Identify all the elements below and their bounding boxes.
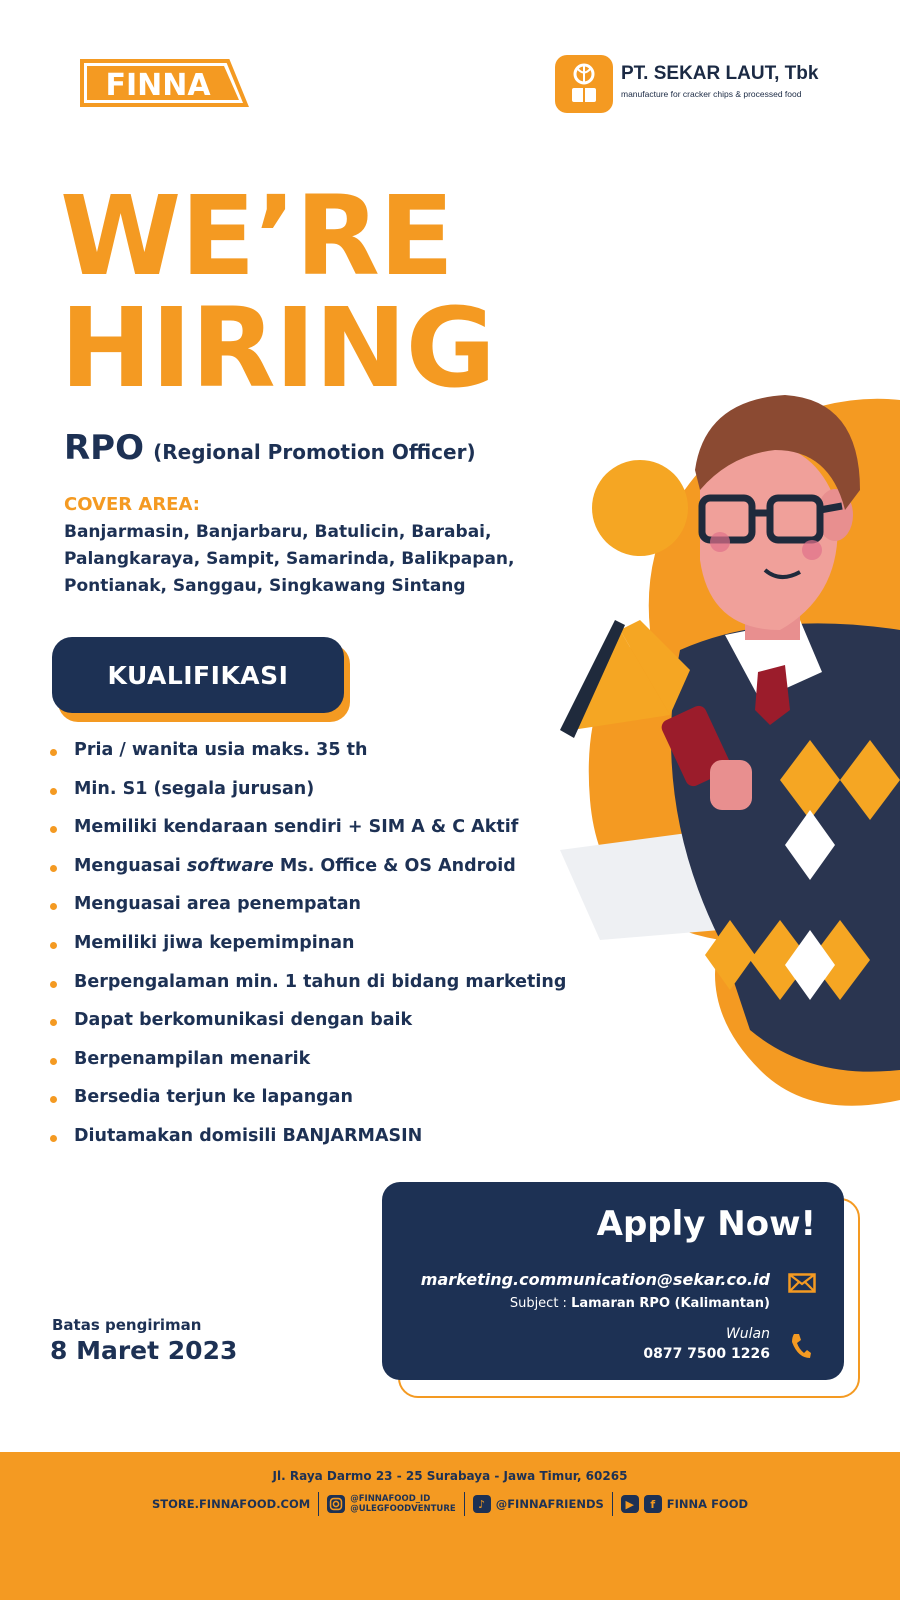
list-item: Memiliki kendaraan sendiri + SIM A & C Aktif	[50, 817, 566, 856]
promoter-illustration	[560, 380, 900, 1140]
footer-address: Jl. Raya Darmo 23 - 25 Surabaya - Jawa Timur, 60265	[272, 1469, 628, 1483]
cover-area-label: COVER AREA:	[64, 494, 200, 515]
apply-box	[382, 1182, 844, 1380]
instagram-links[interactable]	[327, 1494, 455, 1514]
sekar-laut-logo	[555, 55, 845, 113]
company-name: PT. SEKAR LAUT, Tbk	[621, 63, 819, 84]
list-item	[50, 856, 566, 895]
youtube-facebook-handle: FINNA FOOD	[666, 1497, 749, 1511]
contact-phone[interactable]: 0877 7500 1226	[643, 1346, 770, 1362]
list-item: Min. S1 (segala jurusan)	[50, 779, 566, 818]
deadline-date: 8 Maret 2023	[50, 1336, 238, 1365]
company-tagline: manufacture for cracker chips & processed food	[621, 89, 802, 99]
qualification-list	[50, 740, 566, 1165]
list-item-text: Ms. Office & OS Android	[273, 855, 516, 876]
headline-line-2: HIRING	[60, 284, 495, 412]
role-code: RPO	[64, 428, 145, 468]
headline-line-1: WE’RE	[60, 172, 454, 300]
apply-title: Apply Now!	[596, 1204, 816, 1244]
finna-logo-text: FINNA	[105, 68, 211, 103]
list-item: Bersedia terjun ke lapangan	[50, 1087, 566, 1126]
divider	[612, 1492, 613, 1516]
tiktok-icon: ♪	[473, 1495, 491, 1513]
mail-icon	[788, 1273, 816, 1293]
subject-value: Lamaran RPO (Kalimantan)	[571, 1296, 770, 1311]
apply-email-link[interactable]: marketing.communication@sekar.co.id	[420, 1270, 770, 1289]
instagram-icon	[327, 1495, 345, 1513]
list-item-italic: software	[186, 855, 274, 876]
subject-label: Subject :	[509, 1296, 572, 1311]
instagram-handle-2: @ULEGFOODVENTURE	[350, 1504, 456, 1514]
list-item: Berpenampilan menarik	[50, 1049, 566, 1088]
list-item-emphasis: BANJARMASIN	[282, 1125, 423, 1146]
phone-icon	[790, 1332, 812, 1360]
headline	[60, 172, 495, 412]
facebook-icon: f	[644, 1495, 662, 1513]
instagram-handles	[350, 1494, 455, 1514]
sekar-laut-emblem-icon	[555, 55, 613, 113]
divider	[464, 1492, 465, 1516]
role-title	[64, 428, 476, 468]
list-item-text: Diutamakan domisili	[74, 1125, 283, 1146]
kualifikasi-heading: KUALIFIKASI	[52, 637, 344, 713]
tiktok-link[interactable]	[473, 1495, 604, 1513]
footer-social-row	[0, 1492, 900, 1516]
footer	[0, 1452, 900, 1600]
apply-subject	[510, 1296, 770, 1311]
list-item-text: Menguasai	[74, 855, 187, 876]
finna-logo	[78, 58, 250, 108]
divider	[318, 1492, 319, 1516]
instagram-handle-1: @FINNAFOOD_ID	[350, 1494, 431, 1504]
list-item	[50, 1126, 566, 1165]
list-item: Dapat berkomunikasi dengan baik	[50, 1010, 566, 1049]
role-full-name: (Regional Promotion Officer)	[153, 440, 476, 464]
tiktok-handle: @FINNAFRIENDS	[495, 1497, 604, 1511]
list-item: Memiliki jiwa kepemimpinan	[50, 933, 566, 972]
contact-name: Wulan	[725, 1326, 770, 1342]
list-item: Pria / wanita usia maks. 35 th	[50, 740, 566, 779]
youtube-icon: ▶	[621, 1495, 639, 1513]
deadline-label: Batas pengiriman	[52, 1316, 202, 1334]
list-item: Berpengalaman min. 1 tahun di bidang marketing	[50, 972, 566, 1011]
youtube-facebook-links[interactable]	[621, 1495, 748, 1513]
store-link[interactable]: STORE.FINNAFOOD.COM	[151, 1497, 311, 1511]
cover-area-list: Banjarmasin, Banjarbaru, Batulicin, Barabai, Palangkaraya, Sampit, Samarinda, Balikpapan, Pontianak, Sanggau, Singkawang Sintang	[64, 522, 515, 596]
list-item: Menguasai area penempatan	[50, 894, 566, 933]
